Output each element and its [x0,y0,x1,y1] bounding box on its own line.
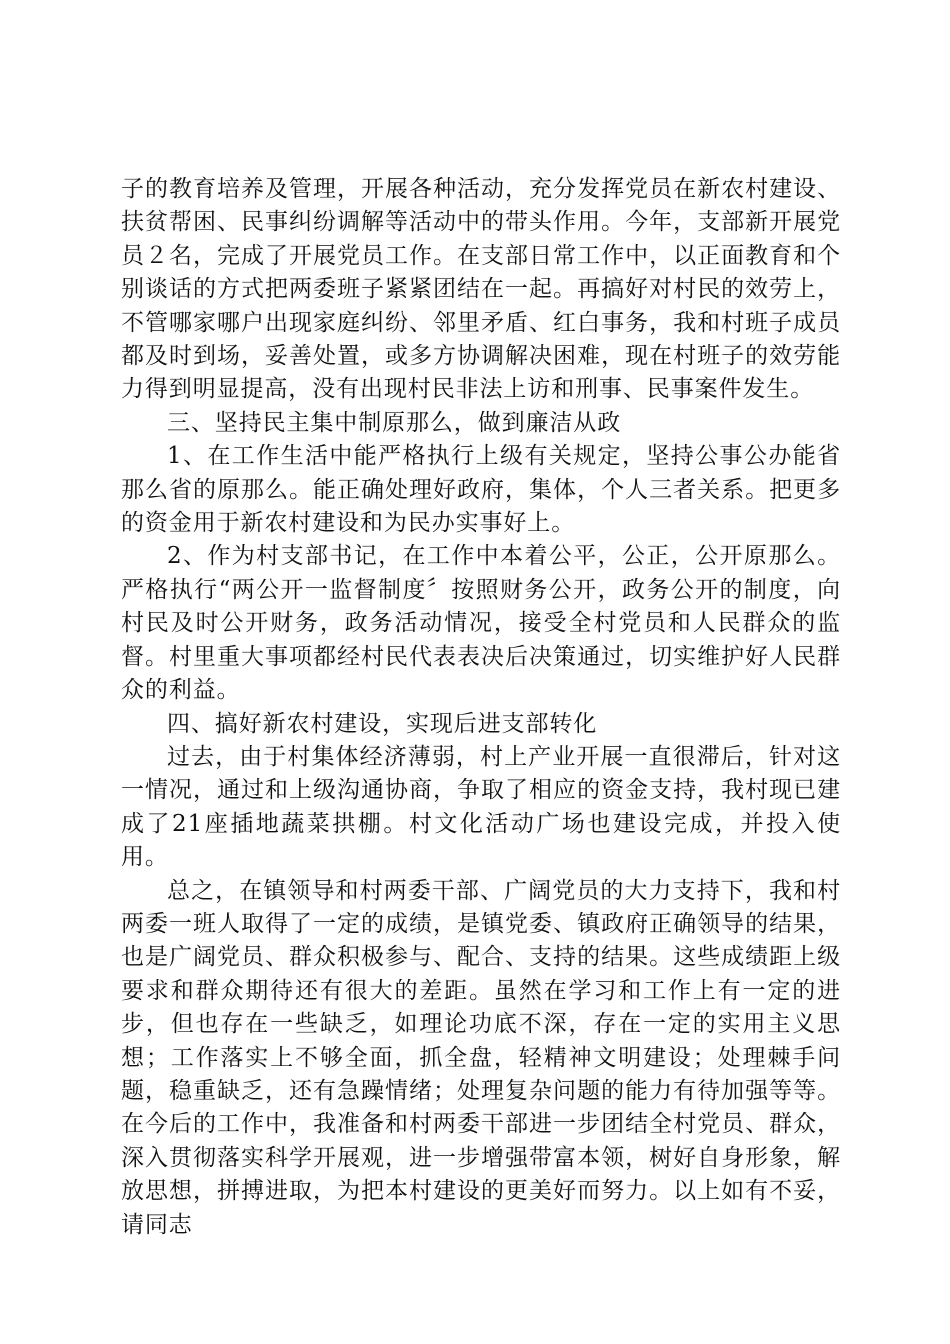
section-heading-4: 四、搞好新农村建设，实现后进支部转化 [167,710,598,737]
paragraph-item-2: 2、作为村支部书记，在工作中本着公平，公正，公开原那么。严格执行“两公开一监督制度〞按照财务公开，政务公开的制度，向村民及时公开财务，政务活动情况，接受全村党员和人民群众的监督。村里重大事项都经村民代表表决后决策通过，切实维护好人民群众的利益。 [121,543,841,704]
paragraph-item-1: 1、在工作生活中能严格执行上级有关规定，坚持公事公办能省那么省的原那么。能正确处理好政府，集体，个人三者关系。把更多的资金用于新农村建设和为民办实事好上。 [121,443,841,537]
section-heading-3: 三、坚持民主集中制原那么，做到廉洁从政 [167,409,622,436]
paragraph-continued: 子的教育培养及管理，开展各种活动，充分发挥党员在新农村建设、扶贫帮困、民事纠纷调解等活动中的带头作用。今年，支部新开展党员２名，完成了开展党员工作。在支部日常工作中，以正面教育和个别谈话的方式把两委班子紧紧团结在一起。再搞好对村民的效劳上，不管哪家哪户出现家庭纠纷、邻里矛盾、红白事务，我和村班子成员都及时到场，妥善处置，或多方协调解决困难，现在村班子的效劳能力得到明显提高，没有出现村民非法上访和刑事、民事案件发生。 [121,176,841,403]
paragraph-summary: 总之，在镇领导和村两委干部、广阔党员的大力支持下，我和村两委一班人取得了一定的成绩，是镇党委、镇政府正确领导的结果，也是广阔党员、群众积极参与、配合、支持的结果。这些成绩距上级要求和群众期待还有很大的差距。虽然在学习和工作上有一定的进步，但也存在一些缺乏，如理论功底不深，存在一定的实用主义思想；工作落实上不够全面，抓全盘，轻精神文明建设；处理棘手问题，稳重缺乏，还有急躁情绪；处理复杂问题的能力有待加强等等。在今后的工作中，我准备和村两委干部进一步团结全村党员、群众，深入贯彻落实科学开展观，进一步增强带富本领，树好自身形象，解放思想，拼搏进取，为把本村建设的更美好而努力。以上如有不妥，请同志 [121,877,841,1238]
document-body [121,173,841,1242]
paragraph-past: 过去，由于村集体经济薄弱，村上产业开展一直很滞后，针对这一情况，通过和上级沟通协商，争取了相应的资金支持，我村现已建成了21座插地蔬菜拱棚。村文化活动广场也建设完成，并投入使用。 [121,743,841,871]
